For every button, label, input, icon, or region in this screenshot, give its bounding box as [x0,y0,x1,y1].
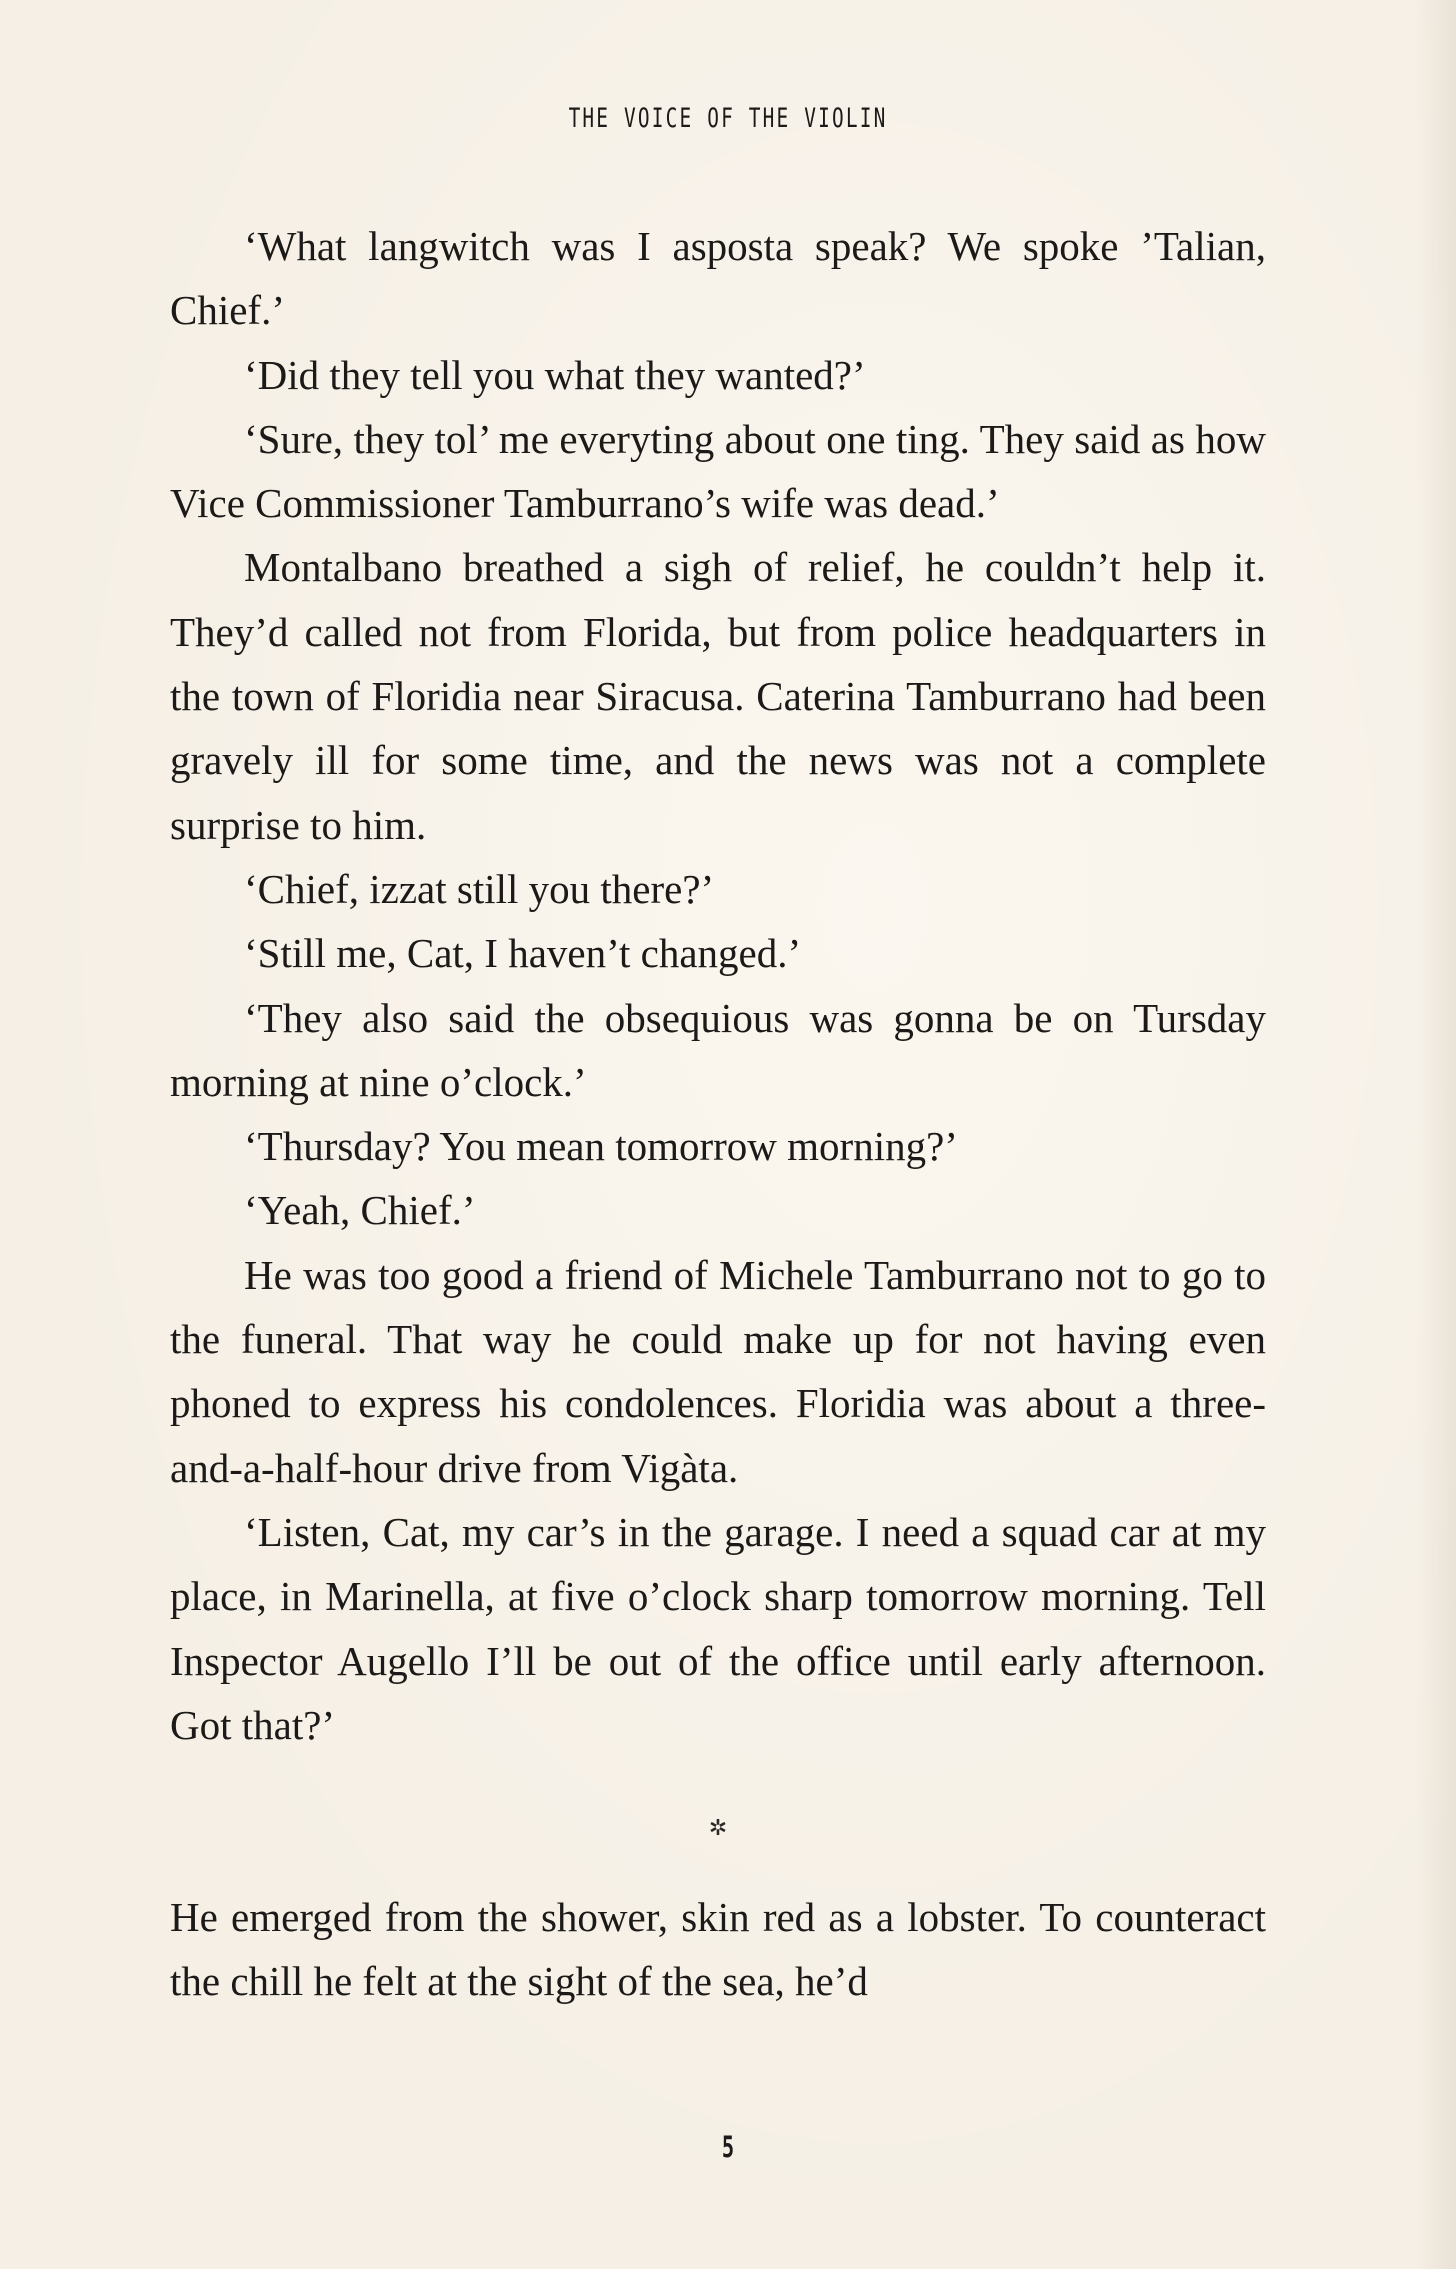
section-break [170,1757,1266,1885]
paragraph: He emerged from the shower, skin red as a lobster. To counteract the chill he felt at the sight of the sea, he’d [170,1894,1266,2005]
paragraph: ‘They also said the obsequious was gonna be on Tursday morning at nine o’clock.’ [170,994,1266,1105]
page-number: 5 [721,2130,735,2164]
paragraph: ‘Yeah, Chief.’ [244,1187,476,1234]
paragraph: ‘Sure, they tol’ me everyting about one ting. They said as how Vice Commissioner Tamburrano’s wife was dead.’ [170,415,1266,527]
gutter-shadow [1416,0,1456,2269]
paragraph: ‘Still me, Cat, I haven’t changed.’ [244,930,802,977]
paragraph: ‘Did they tell you what they wanted?’ [244,351,866,398]
paragraph: ‘Chief, izzat still you there?’ [244,865,715,912]
paragraph: ‘What langwitch was I asposta speak? We spoke ’Talian, Chief.’ [170,223,1266,334]
paragraph: He was too good a friend of Michele Tamburrano not to go to the funeral. That way he could make up for not having even phoned to express his condolences. Floridia was about a three-and-a-half-hour drive from Vigàta. [170,1251,1266,1491]
running-head: THE VOICE OF THE VIOLIN [568,103,888,134]
body-text [170,214,1266,2014]
asterisk-ornament-icon: ✲ [708,1816,728,1842]
paragraph: Montalbano breathed a sigh of relief, he couldn’t help it. They’d called not from Florida, but from police headquarters in the town of Floridia near Siracusa. Caterina Tamburrano had been gravely ill for some time, and the news was not a complete surprise to him. [170,544,1266,848]
paragraph: ‘Thursday? You mean tomorrow morning?’ [244,1123,958,1170]
paragraph: ‘Listen, Cat, my car’s in the garage. I need a squad car at my place, in Marinella, at five o’clock sharp tomorrow morning. Tell Inspector Augello I’ll be out of the office until early afternoon. Got that?’ [170,1508,1266,1748]
